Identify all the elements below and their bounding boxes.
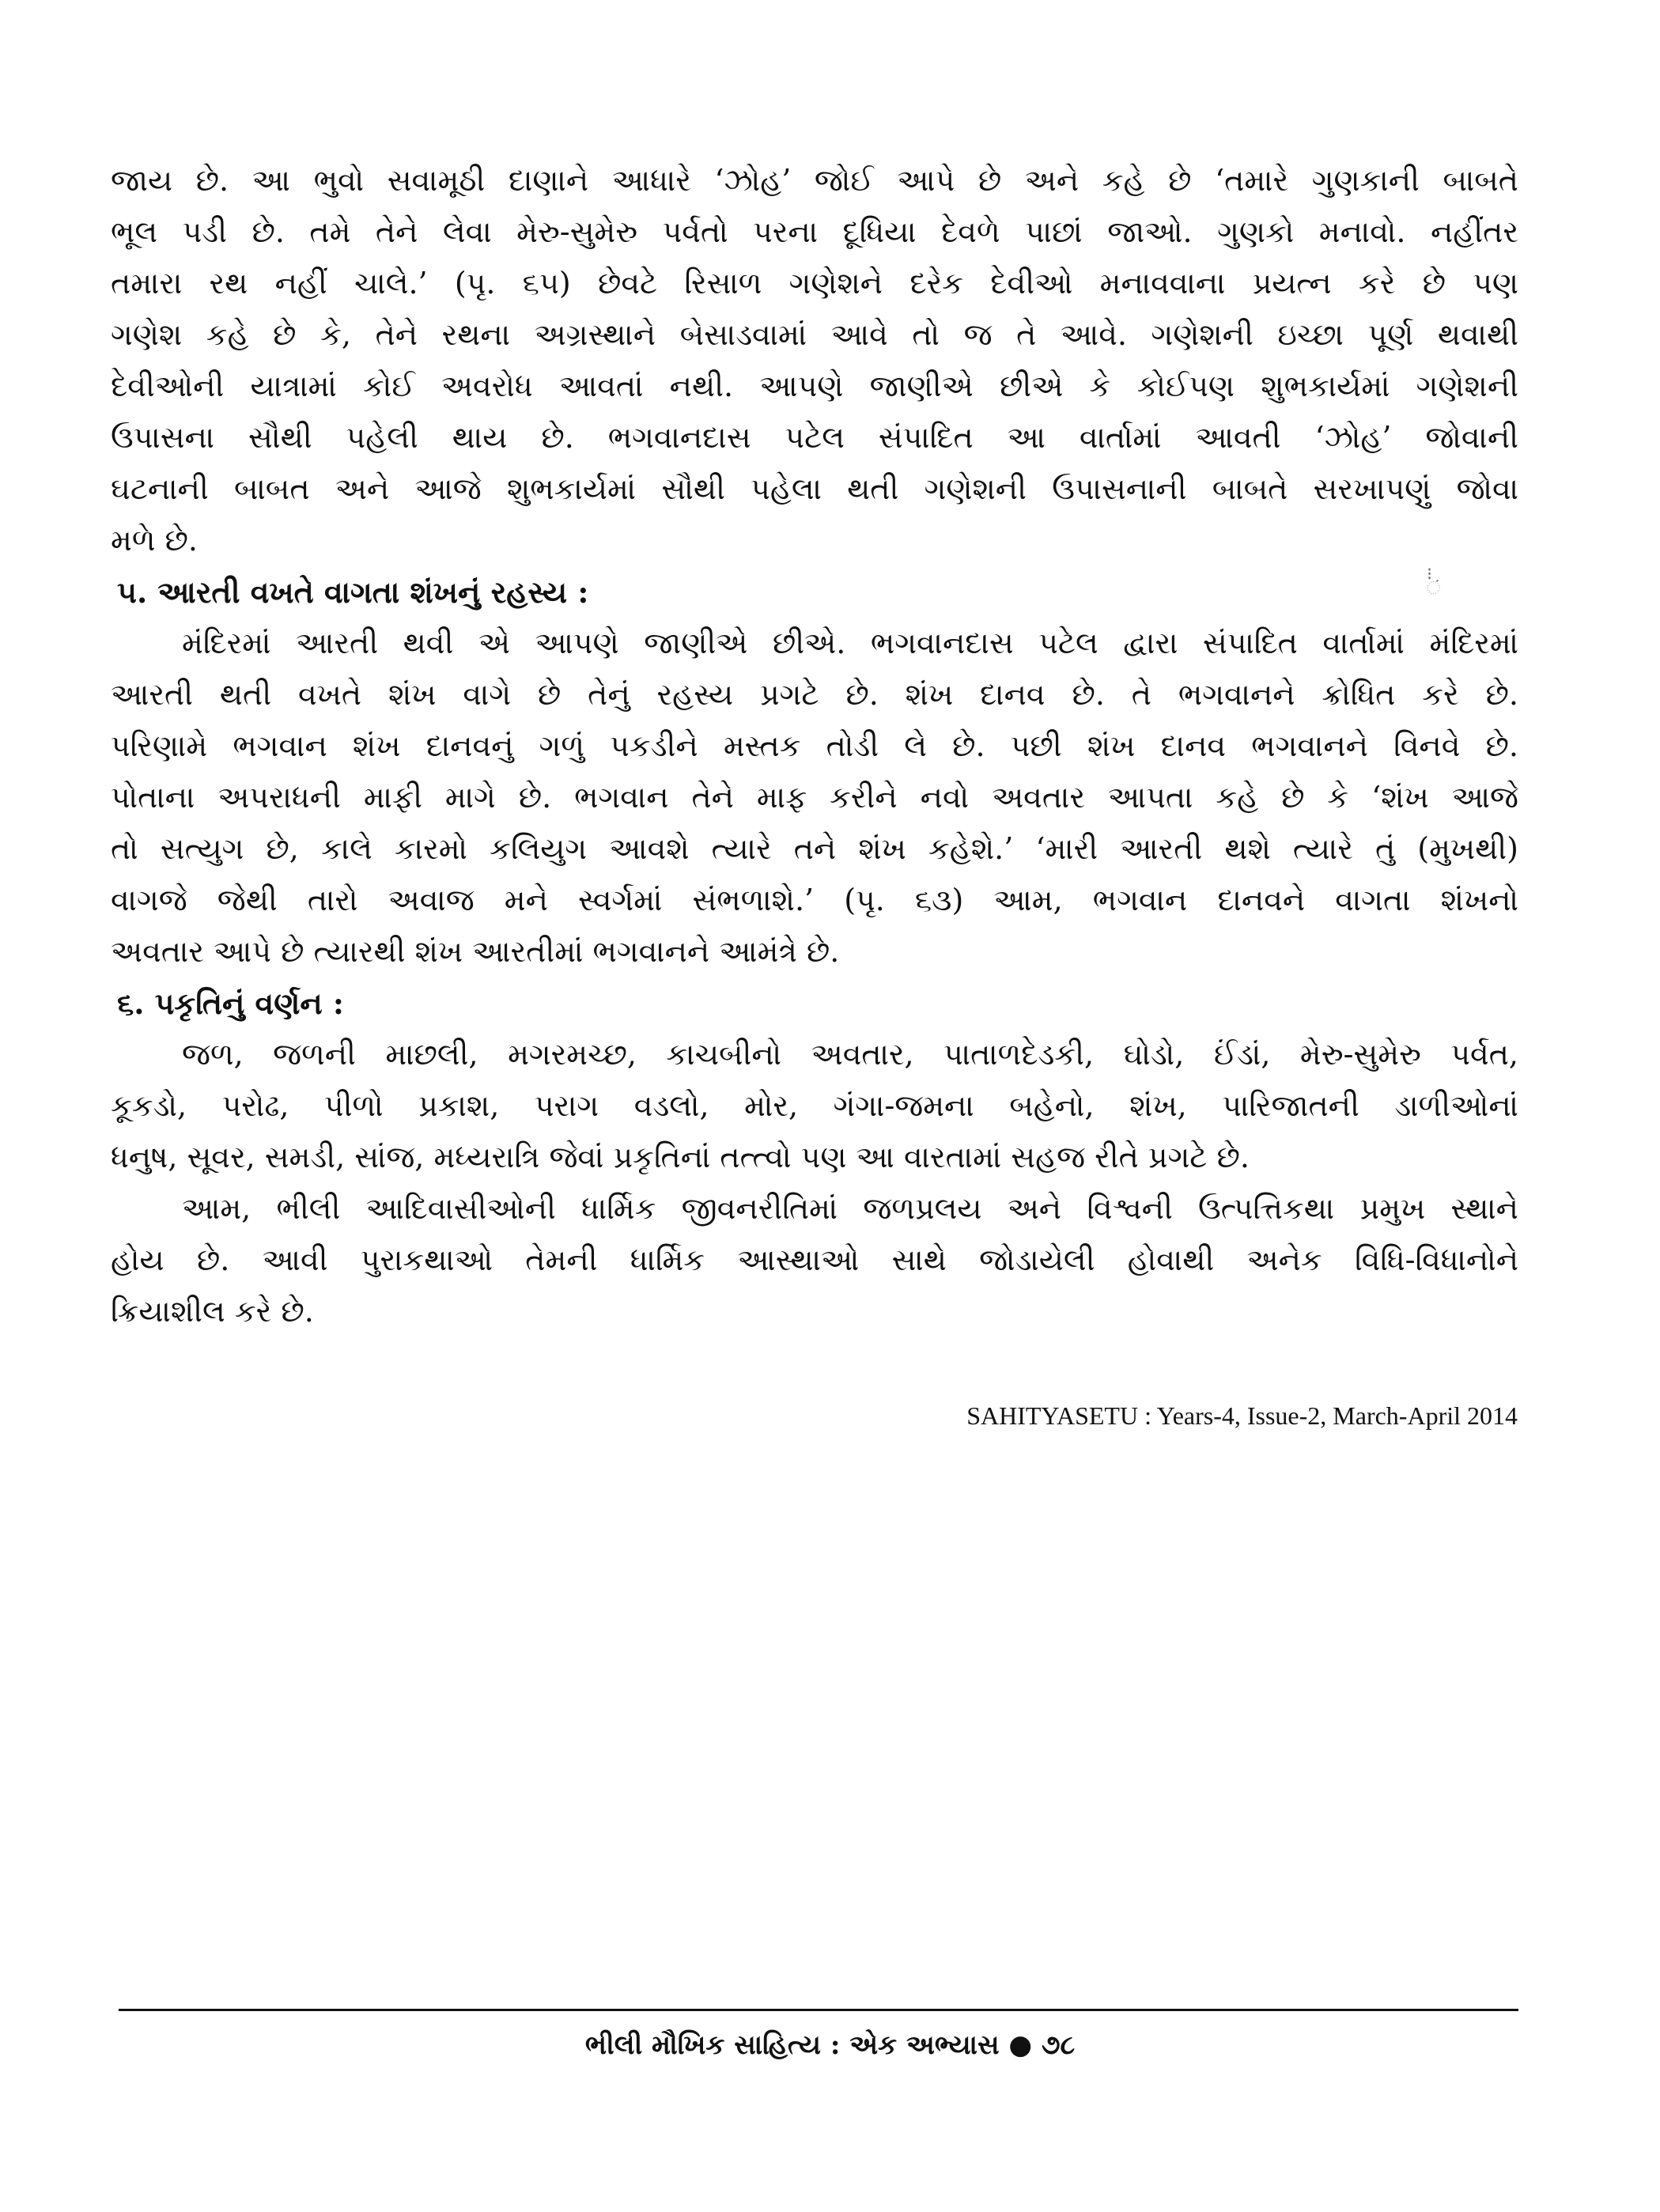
- text-line: અવતાર આપે છે ત્યારથી શંખ આરતીમાં ભગવાનને આમંત્રે છે.: [111, 934, 840, 969]
- text-line: આરતી થતી વખતે શંખ વાગે છે તેનું રહસ્ય પ્રગટે છે. શંખ દાનવ છે. તે ભગવાનને ક્રોધિત કરે છે.: [111, 677, 1518, 712]
- text-line: ધનુષ, સૂવર, સમડી, સાંજ, મધ્યરાત્રિ જેવાં પ્રકૃતિનાં તત્ત્વો પણ આ વારતામાં સહજ રીતે પ્રગટે છે.: [111, 1140, 1250, 1174]
- text-line: જાય છે. આ ભુવો સવામૂઠી દાણાને આધારે ‘ઝોહ’ જોઈ આપે છે અને કહે છે ‘તમારે ગુણકાની બાબતે: [111, 163, 1518, 198]
- text-line: તમારા રથ નહીં ચાલે.’ (પૃ. ૬૫) છેવટે રિસાળ ગણેશને દરેક દેવીઓ મનાવવાના પ્રયત્ન કરે છે પણ: [111, 266, 1518, 301]
- text-line: મળે છે.: [111, 523, 199, 558]
- paragraph-2: [111, 618, 1518, 977]
- text-line: પરિણામે ભગવાન શંખ દાનવનું ગળું પકડીને મસ્તક તોડી લે છે. પછી શંખ દાનવ ભગવાનને વિનવે છે.: [111, 728, 1518, 763]
- paragraph-1: [111, 155, 1518, 566]
- citation: SAHITYASETU : Years-4, Issue-2, March-April 2014: [966, 1401, 1518, 1430]
- paragraph-4: [111, 1183, 1518, 1337]
- paragraph-3: [111, 1029, 1518, 1183]
- text-line: ઉપાસના સૌથી પહેલી થાય છે. ભગવાનદાસ પટેલ સંપાદિત આ વાર્તામાં આવતી ‘ઝોહ’ જોવાની: [111, 420, 1518, 455]
- text-line: તો સત્યુગ છે, કાલે કારમો કલિયુગ આવશે ત્યારે તને શંખ કહેશે.’ ‘મારી આરતી થશે ત્યારે તું (મુખથી): [111, 831, 1518, 866]
- text-line: વાગજે જેથી તારો અવાજ મને સ્વર્ગમાં સંભળાશે.’ (પૃ. ૬૩) આમ, ભગવાન દાનવને વાગતા શંખનો: [111, 883, 1518, 917]
- section-heading-5: ૫. આરતી વખતે વાગતા શંખનું રહસ્ય :: [117, 574, 589, 610]
- text-line: આમ, ભીલી આદિવાસીઓની ધાર્મિક જીવનરીતિમાં જળપ્રલય અને વિશ્વની ઉત્પત્તિકથા પ્રમુખ સ્થાને: [182, 1191, 1518, 1226]
- section-heading-6: ૬. પકૃતિનું વર્ણન :: [117, 985, 344, 1021]
- text-line: કૂકડો, પરોઢ, પીળો પ્રકાશ, પરાગ વડલો, મોર, ગંગા-જમના બહેનો, શંખ, પારિજાતની ડાળીઓનાં: [111, 1088, 1518, 1123]
- page-footer: ભીલી મૌખિક સાહિત્ય : એક અભ્યાસ ● ૭૮: [584, 2029, 1076, 2061]
- text-line: મંદિરમાં આરતી થવી એ આપણે જાણીએ છીએ. ભગવાનદાસ પટેલ દ્વારા સંપાદિત વાર્તામાં મંદિરમાં: [182, 626, 1518, 660]
- text-line: પોતાના અપરાધની માફી માગે છે. ભગવાન તેને માફ કરીને નવો અવતાર આપતા કહે છે કે ‘શંખ આજે: [111, 780, 1518, 815]
- text-line: ભૂલ પડી છે. તમે તેને લેવા મેરુ-સુમેરુ પર્વતો પરના દૂધિયા દેવળે પાછાં જાઓ. ગુણકો મનાવો. નહીંતર: [111, 214, 1518, 249]
- text-line: દેવીઓની યાત્રામાં કોઈ અવરોધ આવતાં નથી. આપણે જાણીએ છીએ કે કોઈપણ શુભકાર્યમાં ગણેશની: [111, 369, 1518, 403]
- page-body: [111, 155, 1518, 1337]
- text-line: ગણેશ કહે છે કે, તેને રથના અગ્રસ્થાને બેસાડવામાં આવે તો જ તે આવે. ગણેશની ઇચ્છા પૂર્ણ થવાથી: [111, 317, 1518, 352]
- text-line: ઘટનાની બાબત અને આજે શુભકાર્યમાં સૌથી પહેલા થતી ગણેશની ઉપાસનાની બાબતે સરખાપણું જોવા: [111, 471, 1518, 506]
- text-line: જળ, જળની માછલી, મગરમચ્છ, કાચબીનો અવતાર, પાતાળદેડકી, ઘોડો, ઈંડાં, મેરુ-સુમેરુ પર્વત,: [182, 1037, 1518, 1072]
- text-line: હોય છે. આવી પુરાકથાઓ તેમની ધાર્મિક આસ્થાઓ સાથે જોડાયેલી હોવાથી અનેક વિધિ-વિધાનોને: [111, 1242, 1518, 1277]
- scan-mark: ⁝ ં: [1427, 565, 1441, 599]
- text-line: ક્રિયાશીલ કરે છે.: [111, 1294, 314, 1329]
- footer-rule: [119, 2009, 1518, 2011]
